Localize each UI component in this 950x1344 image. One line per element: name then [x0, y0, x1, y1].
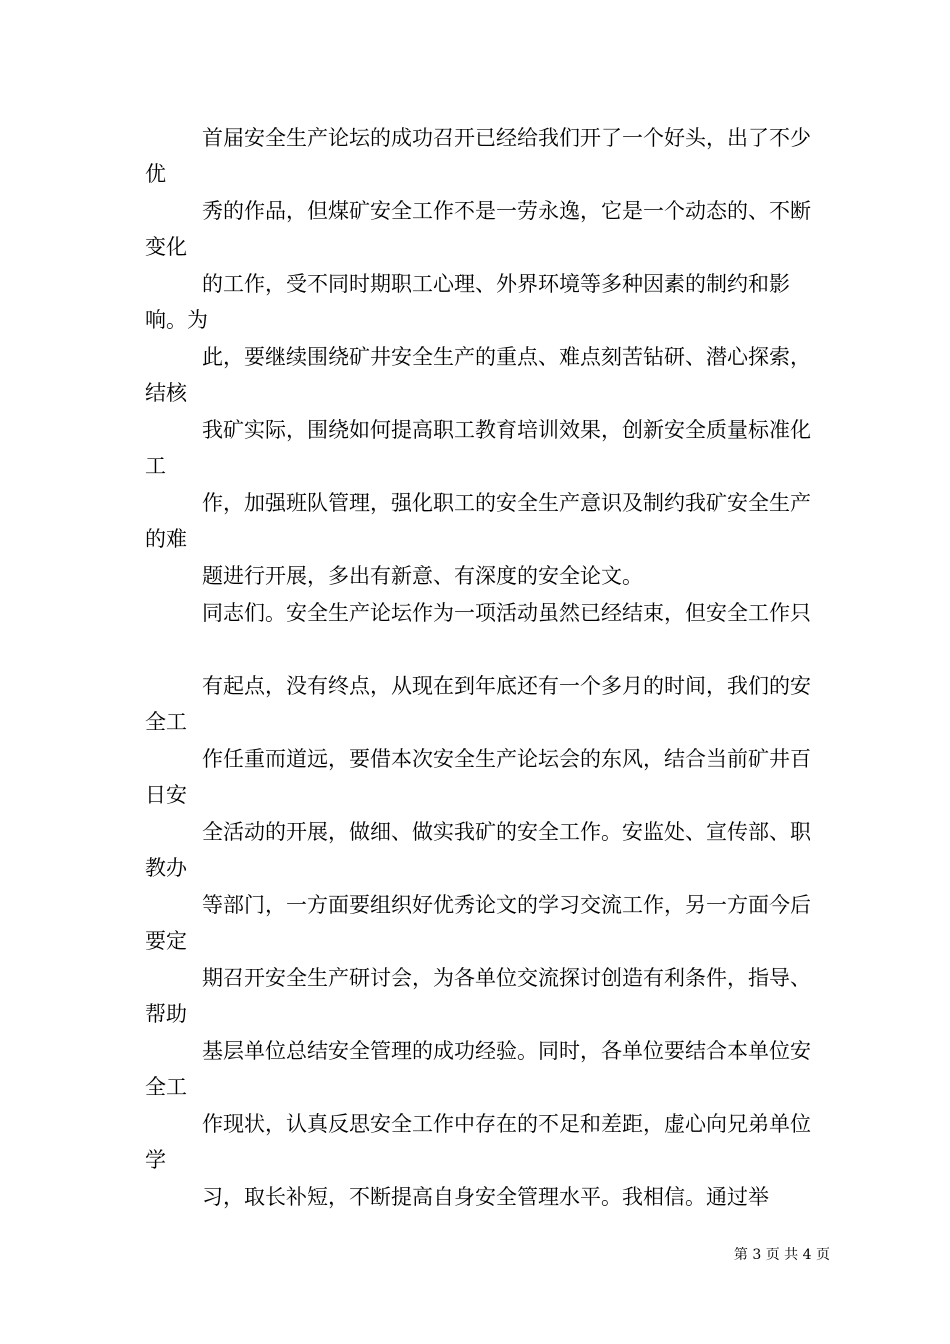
paragraph: 全活动的开展，做细、做实我矿的安全工作。安监处、宣传部、职教办: [145, 820, 811, 880]
paragraph: 秀的作品，但煤矿安全工作不是一劳永逸，它是一个动态的、不断变化: [145, 199, 811, 259]
paragraph: 等部门，一方面要组织好优秀论文的学习交流工作，另一方面今后要定: [145, 893, 811, 953]
paragraph: 作现状，认真反思安全工作中存在的不足和差距，虚心向兄弟单位学: [145, 1112, 811, 1172]
paragraph: 题进行开展，多出有新意、有深度的安全论文。: [202, 564, 643, 588]
paragraph: 习，取长补短，不断提高自身安全管理水平。我相信。通过举: [202, 1185, 769, 1209]
paragraph: 首届安全生产论坛的成功召开已经给我们开了一个好头，出了不少优: [145, 126, 811, 186]
paragraph: 有起点，没有终点，从现在到年底还有一个多月的时间，我们的安全工: [145, 674, 811, 734]
paragraph: 基层单位总结安全管理的成功经验。同时，各单位要结合本单位安全工: [145, 1039, 811, 1099]
paragraph: 同志们。安全生产论坛作为一项活动虽然已经结束，但安全工作只: [202, 601, 811, 625]
paragraph: 我矿实际，围绕如何提高职工教育培训效果，创新安全质量标准化工: [145, 418, 811, 478]
paragraph: 的工作，受不同时期职工心理、外界环境等多种因素的制约和影响。为: [145, 272, 790, 332]
paragraph: 作任重而道远，要借本次安全生产论坛会的东风，结合当前矿井百日安: [145, 747, 811, 807]
page-number-footer: 第 3 页 共 4 页: [733, 1247, 830, 1263]
paragraph: 作，加强班队管理，强化职工的安全生产意识及制约我矿安全生产的难: [145, 491, 811, 551]
paragraph: 此，要继续围绕矿井安全生产的重点、难点刻苦钻研、潜心探索，结核: [145, 345, 811, 405]
paragraph: 期召开安全生产研讨会，为各单位交流探讨创造有利条件，指导、帮助: [145, 966, 811, 1026]
